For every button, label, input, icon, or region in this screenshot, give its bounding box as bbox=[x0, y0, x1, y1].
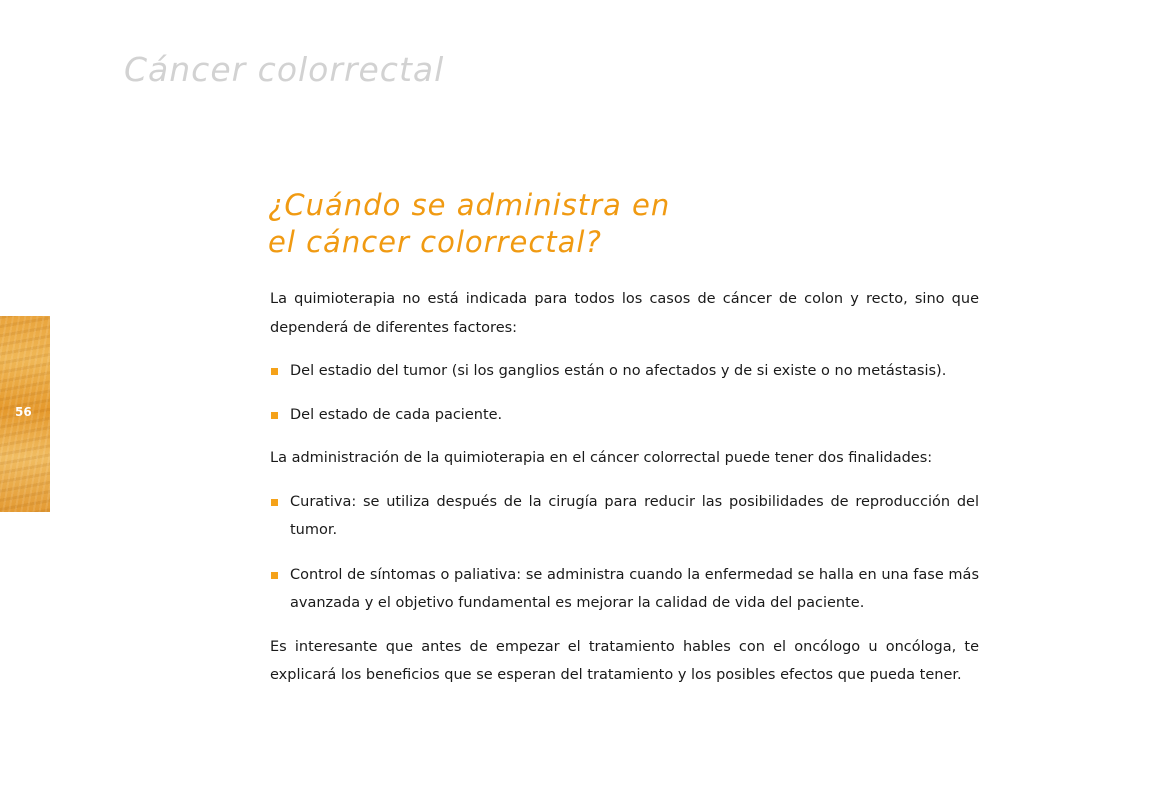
closing-paragraph: Es interesante que antes de empezar el tratamiento hables con el oncólogo u oncóloga, te explicará los beneficios que se esperan del tratamiento y los posibles efectos que pueda tener. bbox=[270, 638, 979, 683]
running-header: Cáncer colorrectal bbox=[124, 50, 445, 89]
section-title-line-1: ¿Cuándo se administra en bbox=[268, 188, 671, 222]
intro-paragraph: La quimioterapia no está indicada para todos los casos de cáncer de colon y recto, sino que dependerá de diferentes factores: bbox=[270, 291, 979, 336]
square-bullet-icon bbox=[271, 572, 278, 579]
side-tab bbox=[0, 316, 50, 512]
list-item bbox=[270, 561, 979, 618]
purposes-intro-paragraph: La administración de la quimioterapia en el cáncer colorrectal puede tener dos finalidades: bbox=[270, 450, 933, 466]
square-bullet-icon bbox=[271, 368, 278, 375]
body-text bbox=[270, 285, 979, 690]
list-item-text: Del estado de cada paciente. bbox=[290, 406, 503, 423]
factors-list bbox=[270, 357, 979, 429]
list-item bbox=[270, 357, 979, 386]
section-title bbox=[268, 187, 670, 261]
list-item-text: Del estadio del tumor (si los ganglios están o no afectados y de si existe o no metástasis). bbox=[290, 363, 947, 379]
list-item bbox=[270, 401, 979, 430]
purposes-list bbox=[270, 488, 979, 618]
square-bullet-icon bbox=[271, 499, 278, 506]
list-item-text: Control de síntomas o paliativa: se administra cuando la enfermedad se halla en una fase más avanzada y el objetivo fundamental es mejorar la calidad de vida del paciente. bbox=[290, 566, 979, 611]
list-item bbox=[270, 488, 979, 545]
square-bullet-icon bbox=[271, 412, 278, 419]
section-title-line-2: el cáncer colorrectal? bbox=[268, 225, 602, 259]
list-item-text: Curativa: se utiliza después de la cirugía para reducir las posibilidades de reproducción del tumor. bbox=[290, 493, 979, 538]
page-number: 56 bbox=[15, 405, 32, 419]
